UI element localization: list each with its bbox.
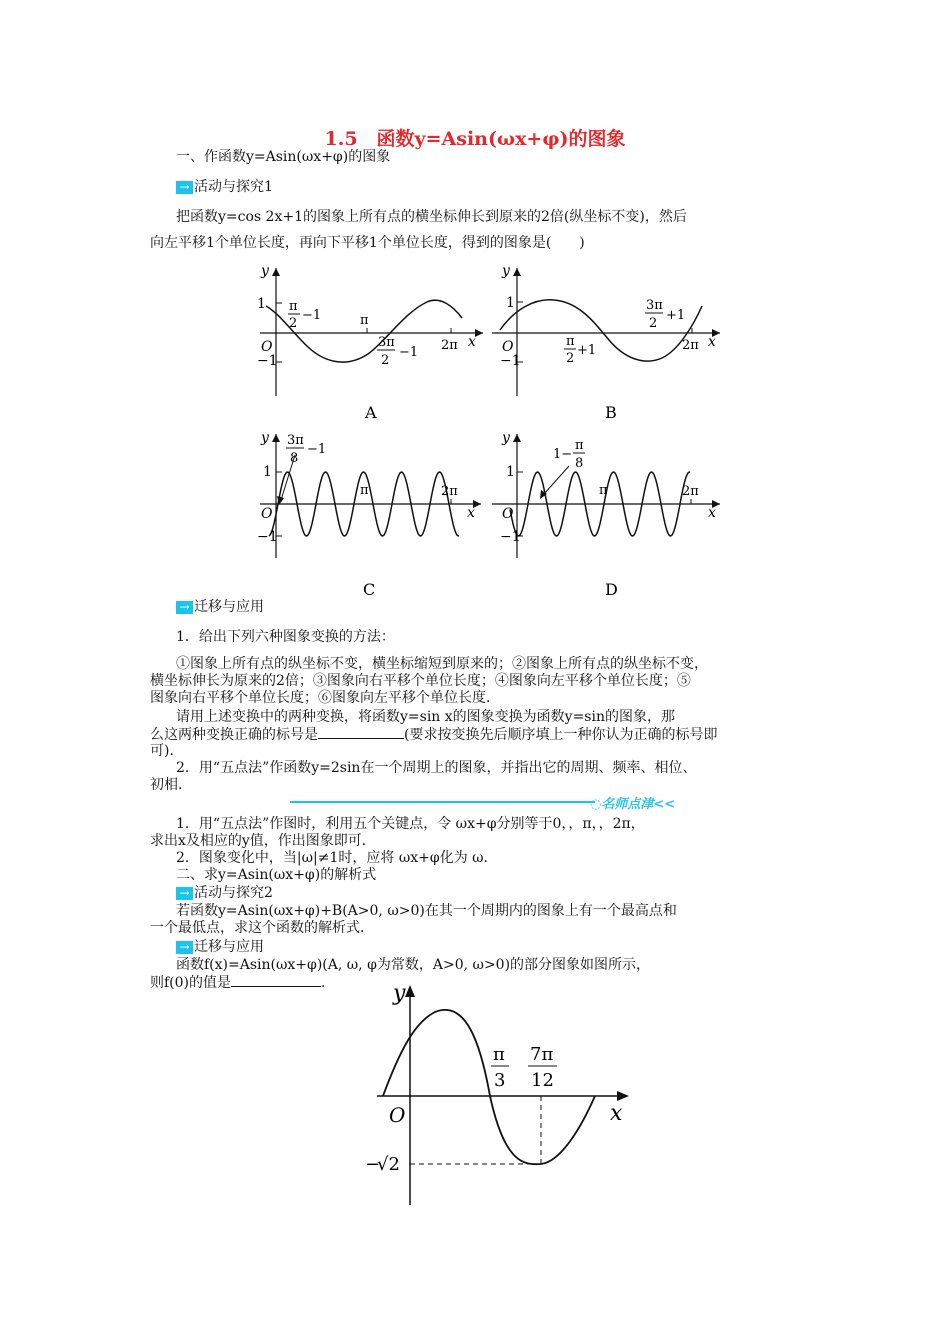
tag-explore-2-label: 活动与探究2 <box>194 885 273 901</box>
apply-1-line-2: ①图象上所有点的纵坐标不变，横坐标缩短到原来的；②图象上所有点的纵坐标不变， <box>176 656 708 672</box>
origin-label: O <box>389 1103 406 1127</box>
label-den: 2 <box>566 351 575 366</box>
apply-2-line-1: 2．用“五点法”作函数y=2sin在一个周期上的图象，并指出它的周期、频率、相位、 <box>176 760 697 776</box>
explore-2-line-1: 若函数y=Asin(ωx+φ)+B(A>0, ω>0)在其一个周期内的图象上有一个最高点和 <box>176 903 677 919</box>
apply-2-line-2: 初相． <box>150 777 192 793</box>
apply-2b-line-1: 函数f(x)=Asin(ωx+φ)(A, ω, φ为常数，A>0, ω>0)的部分图象如图所示， <box>176 957 651 973</box>
y-axis-label: y <box>393 981 406 1006</box>
x-axis-label: x <box>708 505 716 521</box>
tick-neg1: −1 <box>500 353 521 369</box>
apply-2b-line-2a: 则f(0)的值是 <box>150 975 232 991</box>
label-head: 1− <box>553 447 573 462</box>
apply-2b-line-2 <box>150 973 335 992</box>
x-axis-label: x <box>467 505 475 521</box>
tick-2pi: 2π <box>441 338 458 353</box>
question-1-line-1: 把函数y=cos 2x+1的图象上所有点的横坐标伸长到原来的2倍(纵坐标不变)，然后 <box>176 209 687 225</box>
label-tail: −1 <box>302 308 322 323</box>
label-tail: −1 <box>307 442 327 457</box>
arrow-icon: → <box>176 941 193 954</box>
apply-1-line-7: 可)． <box>150 743 184 759</box>
tag-explore-2 <box>176 884 273 902</box>
x-axis-label: x <box>610 1101 623 1126</box>
x-axis-label: x <box>708 334 716 350</box>
label-num-2: 3π <box>646 298 663 313</box>
x-axis-label: x <box>468 334 476 350</box>
tick-1: 1 <box>263 464 272 480</box>
tick-1: 1 <box>506 295 515 311</box>
label-den-2: 2 <box>381 353 390 368</box>
label-sqrt2: √2 <box>377 1154 400 1175</box>
label-num: π <box>566 334 575 349</box>
answer-blank[interactable] <box>318 725 404 739</box>
section-heading-2: 二、求y=Asin(ωx+φ)的解析式 <box>176 867 377 883</box>
question-1-line-2: 向左平移1个单位长度，再向下平移1个单位长度，得到的图象是( ) <box>150 235 585 251</box>
tick-2pi: 2π <box>682 338 699 353</box>
label-12: 12 <box>531 1070 554 1091</box>
label-den-2: 2 <box>649 316 658 331</box>
apply-1-line-6a: 么这两种变换正确的标号是 <box>150 727 318 743</box>
apply-1-line-3: 横坐标伸长为原来的2倍；③图象向右平移个单位长度；④图象向左平移个单位长度；⑤ <box>150 673 691 689</box>
tick-1: 1 <box>257 296 266 312</box>
label-num: π <box>575 438 584 453</box>
graph-c-letter: C <box>363 580 376 599</box>
label-tail: +1 <box>577 343 597 358</box>
apply-1-line-4: 图象向右平移个单位长度；⑥图象向左平移个单位长度． <box>150 690 500 706</box>
origin-label: O <box>502 506 514 522</box>
arrow-icon: → <box>176 601 193 614</box>
brand-badge: ◌名师点津<< <box>590 797 676 812</box>
note-1-line-1: 1．用“五点法”作图时，利用五个关键点，令 ωx+φ分别等于0，，π，，2π， <box>176 816 645 832</box>
label-pi: π <box>493 1044 505 1065</box>
graph-b-letter: B <box>605 403 617 422</box>
graph-b <box>484 262 724 422</box>
y-axis-label: y <box>261 263 269 279</box>
origin-label: O <box>261 506 273 522</box>
note-1-line-2: 求出x及相应的y值，作出图象即可． <box>150 833 376 849</box>
tick-neg1: −1 <box>257 529 278 545</box>
answer-blank-2[interactable] <box>231 973 321 987</box>
apply-2b-line-2b: ． <box>321 975 336 991</box>
y-axis-label: y <box>261 430 269 446</box>
tag-apply-1 <box>176 598 264 616</box>
label-3: 3 <box>494 1070 506 1091</box>
tag-apply-2 <box>176 938 264 956</box>
divider <box>290 801 595 803</box>
page-title: 1.5 函数y=Asin(ωx+φ)的图象 <box>324 128 626 150</box>
apply-1-line-1: 1．给出下列六种图象变换的方法： <box>176 629 395 645</box>
tick-2pi: 2π <box>441 484 458 499</box>
label-num: π <box>289 299 298 314</box>
tag-apply-2-label: 迁移与应用 <box>194 939 264 955</box>
label-num-2: 3π <box>378 335 395 350</box>
apply-1-line-6b: (要求按变换先后顺序填上一种你认为正确的标号即 <box>404 727 718 743</box>
label-tail-2: −1 <box>399 345 419 360</box>
origin-label: O <box>261 339 273 355</box>
tick-pi: π <box>599 483 608 498</box>
graph-c <box>255 428 485 600</box>
label-num: 3π <box>287 433 304 448</box>
arrow-icon: → <box>176 181 193 194</box>
label-den: 2 <box>289 316 298 331</box>
graph-e <box>355 980 640 1210</box>
tick-pi: π <box>360 313 369 328</box>
graph-a-letter: A <box>365 403 377 422</box>
explore-2-line-2: 一个最低点，求这个函数的解析式． <box>150 920 374 936</box>
label-tail-2: +1 <box>666 308 686 323</box>
note-2-line-1: 2．图象变化中，当|ω|≠1时，应将 ωx+φ化为 ω． <box>176 850 498 866</box>
section-heading-1: 一、作函数y=Asin(ωx+φ)的图象 <box>176 149 391 165</box>
y-axis-label: y <box>502 263 510 279</box>
apply-1-line-5: 请用上述变换中的两种变换，将函数y=sin x的图象变换为函数y=sin的图象，那 <box>176 709 675 725</box>
arrow-icon: → <box>176 887 193 900</box>
label-den: 8 <box>575 456 584 471</box>
label-neg: − <box>365 1154 381 1175</box>
label-7pi: 7π <box>530 1044 554 1065</box>
graph-d-letter: D <box>605 580 618 599</box>
tag-apply-1-label: 迁移与应用 <box>194 599 264 615</box>
tag-explore-1-label: 活动与探究1 <box>194 179 273 195</box>
graph-a <box>255 262 485 422</box>
origin-label: O <box>502 339 514 355</box>
tick-neg1: −1 <box>257 353 278 369</box>
y-axis-label: y <box>502 430 510 446</box>
label-den: 8 <box>290 451 299 466</box>
tick-2pi: 2π <box>682 484 699 499</box>
tick-1: 1 <box>506 464 515 480</box>
tick-neg1: −1 <box>500 529 521 545</box>
tick-pi: π <box>360 483 369 498</box>
apply-1-line-6 <box>150 725 717 744</box>
graph-d <box>484 428 724 600</box>
tag-explore-1 <box>176 178 273 196</box>
